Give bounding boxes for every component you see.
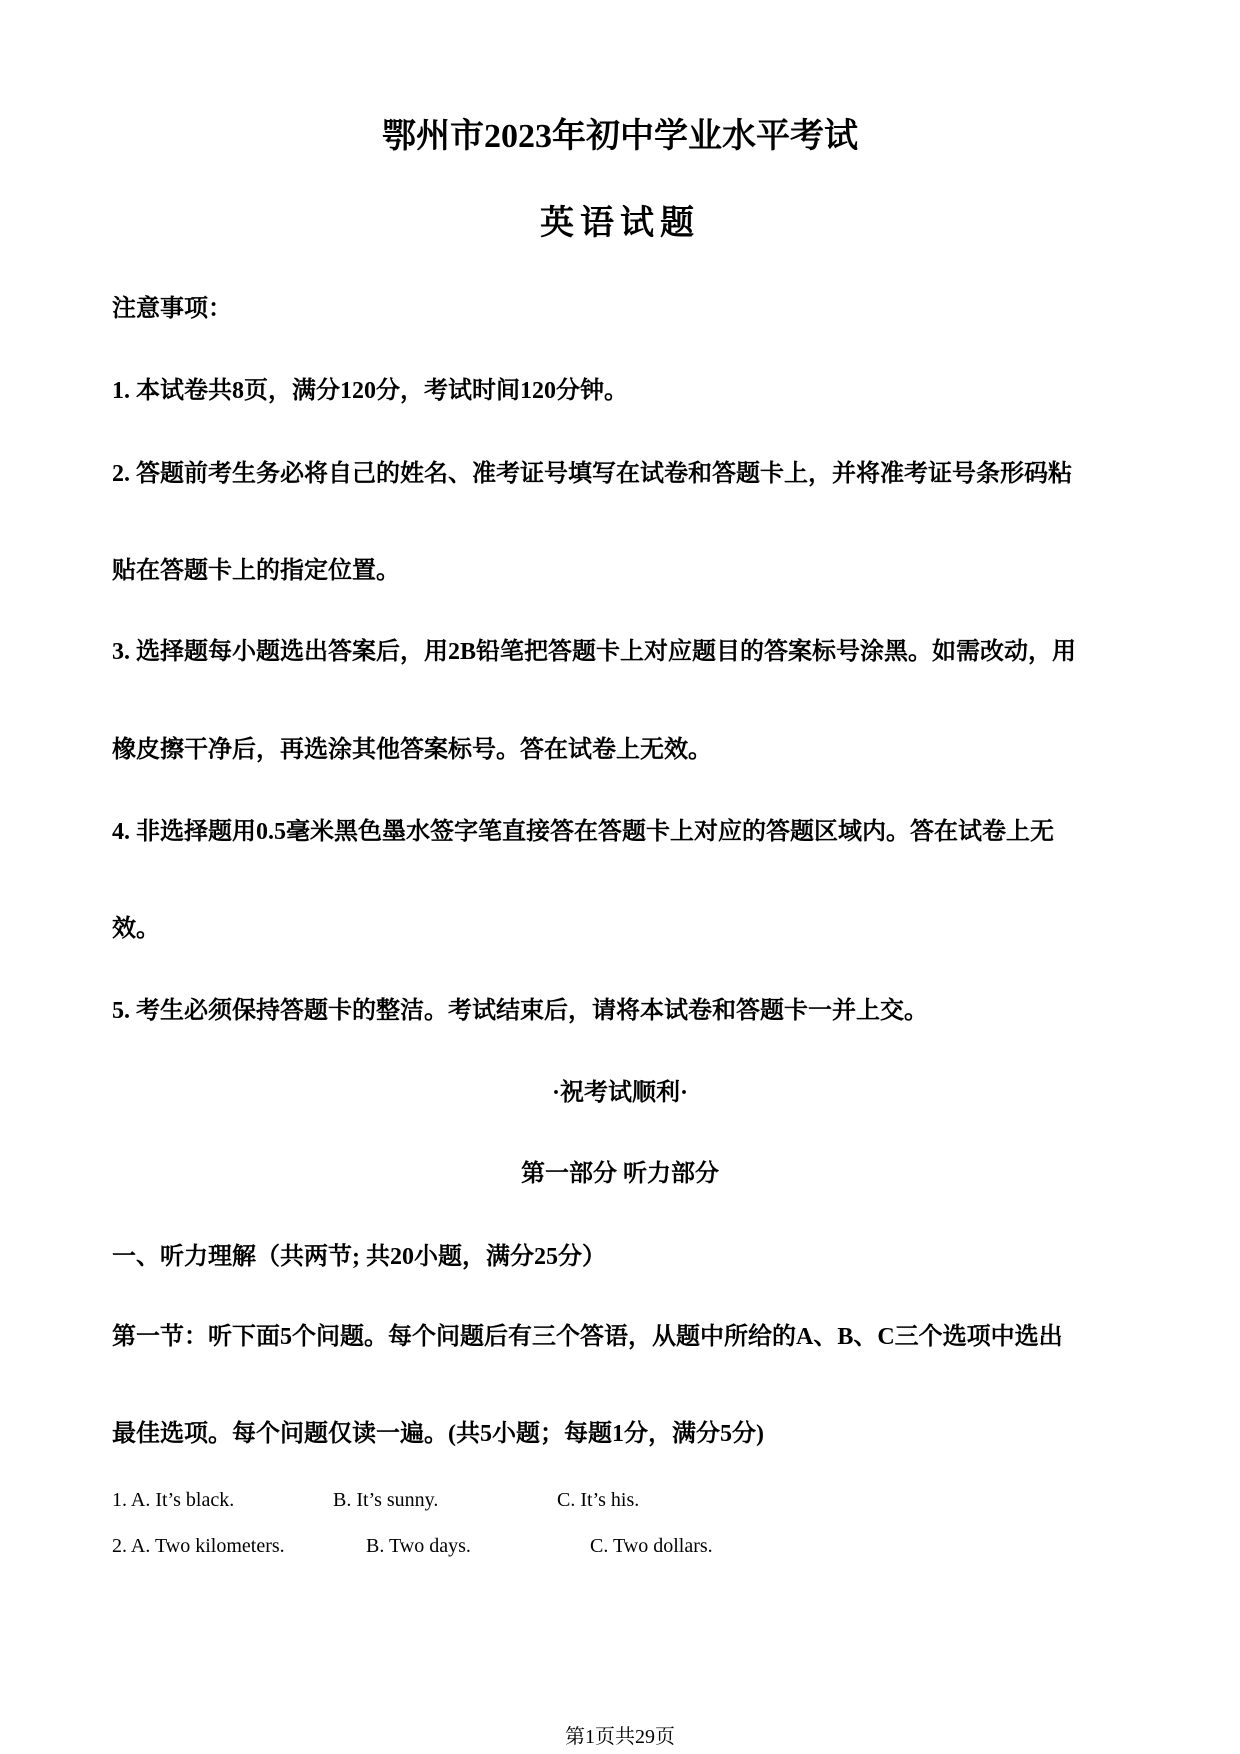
notice-item: 橡皮擦干净后，再选涂其他答案标号。答在试卷上无效。 bbox=[112, 737, 712, 763]
section-title: 一、听力理解（共两节; 共20小题，满分25分） bbox=[112, 1244, 606, 1270]
option-a: 1. A. It’s black. bbox=[112, 1489, 235, 1511]
notice-item: 5. 考生必须保持答题卡的整洁。考试结束后，请将本试卷和答题卡一并上交。 bbox=[112, 998, 928, 1024]
exam-subtitle: 英语试题 bbox=[540, 205, 700, 242]
notice-item: 贴在答题卡上的指定位置。 bbox=[112, 558, 400, 584]
section1-instructions-cont: 最佳选项。每个问题仅读一遍。(共5小题；每题1分，满分5分) bbox=[112, 1421, 764, 1447]
notice-item: 4. 非选择题用0.5毫米黑色墨水签字笔直接答在答题卡上对应的答题区域内。答在试卷上无 bbox=[112, 819, 1054, 845]
notice-heading: 注意事项： bbox=[112, 296, 232, 322]
option-a: 2. A. Two kilometers. bbox=[112, 1535, 285, 1557]
option-b: B. Two days. bbox=[366, 1535, 471, 1557]
page-footer: 第1页共29页 bbox=[565, 1726, 675, 1748]
notice-item: 3. 选择题每小题选出答案后，用2B铅笔把答题卡上对应题目的答案标号涂黑。如需改动，用 bbox=[112, 639, 1077, 665]
notice-item: 1. 本试卷共8页，满分120分，考试时间120分钟。 bbox=[112, 378, 628, 404]
option-c: C. It’s his. bbox=[557, 1489, 640, 1511]
notice-item: 效。 bbox=[112, 916, 160, 942]
exam-title: 鄂州市2023年初中学业水平考试 bbox=[382, 118, 858, 155]
option-b: B. It’s sunny. bbox=[333, 1489, 439, 1511]
notice-item: 2. 答题前考生务必将自己的姓名、准考证号填写在试卷和答题卡上，并将准考证号条形码粘 bbox=[112, 461, 1072, 487]
section1-instructions: 第一节：听下面5个问题。每个问题后有三个答语，从题中所给的A、B、C三个选项中选出 bbox=[112, 1324, 1063, 1350]
option-c: C. Two dollars. bbox=[590, 1535, 713, 1557]
blessing: ·祝考试顺利· bbox=[551, 1080, 688, 1106]
part-title: 第一部分 听力部分 bbox=[521, 1161, 719, 1187]
